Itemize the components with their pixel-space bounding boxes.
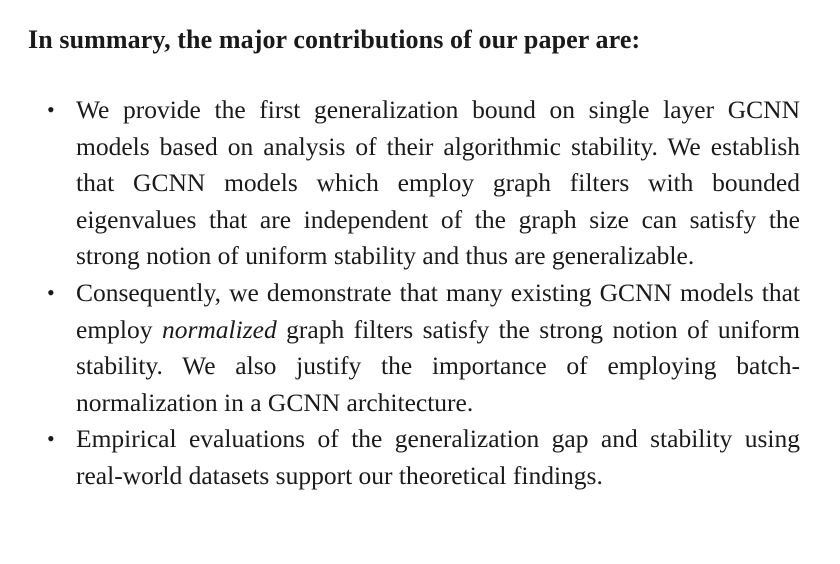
contributions-list	[28, 92, 800, 495]
bullet-icon: •	[47, 97, 55, 122]
contribution-item	[28, 421, 800, 494]
bullet-icon: •	[47, 426, 55, 452]
contribution-text: We provide the first generalization bound on single layer GCNN models based on analysis of their algorithmic stability. We establish that GCNN models which employ graph filters with bounded eigenvalues that are independent of the graph size can satisfy the strong notion of uniform stability and thus are generalizable.	[76, 95, 800, 271]
contribution-item	[28, 275, 800, 421]
bullet-icon: •	[47, 279, 55, 305]
contribution-emphasis: normalized	[161, 314, 277, 344]
contribution-item	[28, 92, 800, 275]
contribution-text-before: Consequently, we demonstrate that many existing GCNN models that employ	[76, 277, 800, 344]
contribution-text-after: graph filters satisfy the strong notion of uniform stability. We also justify the importance of employing batch-normalization in a GCNN architecture.	[76, 314, 800, 417]
contribution-text: Empirical evaluations of the generalization gap and stability using real-world datasets support our theoretical findings.	[76, 424, 800, 490]
paper-excerpt	[28, 22, 800, 495]
section-heading: In summary, the major contributions of our paper are:	[28, 25, 641, 54]
